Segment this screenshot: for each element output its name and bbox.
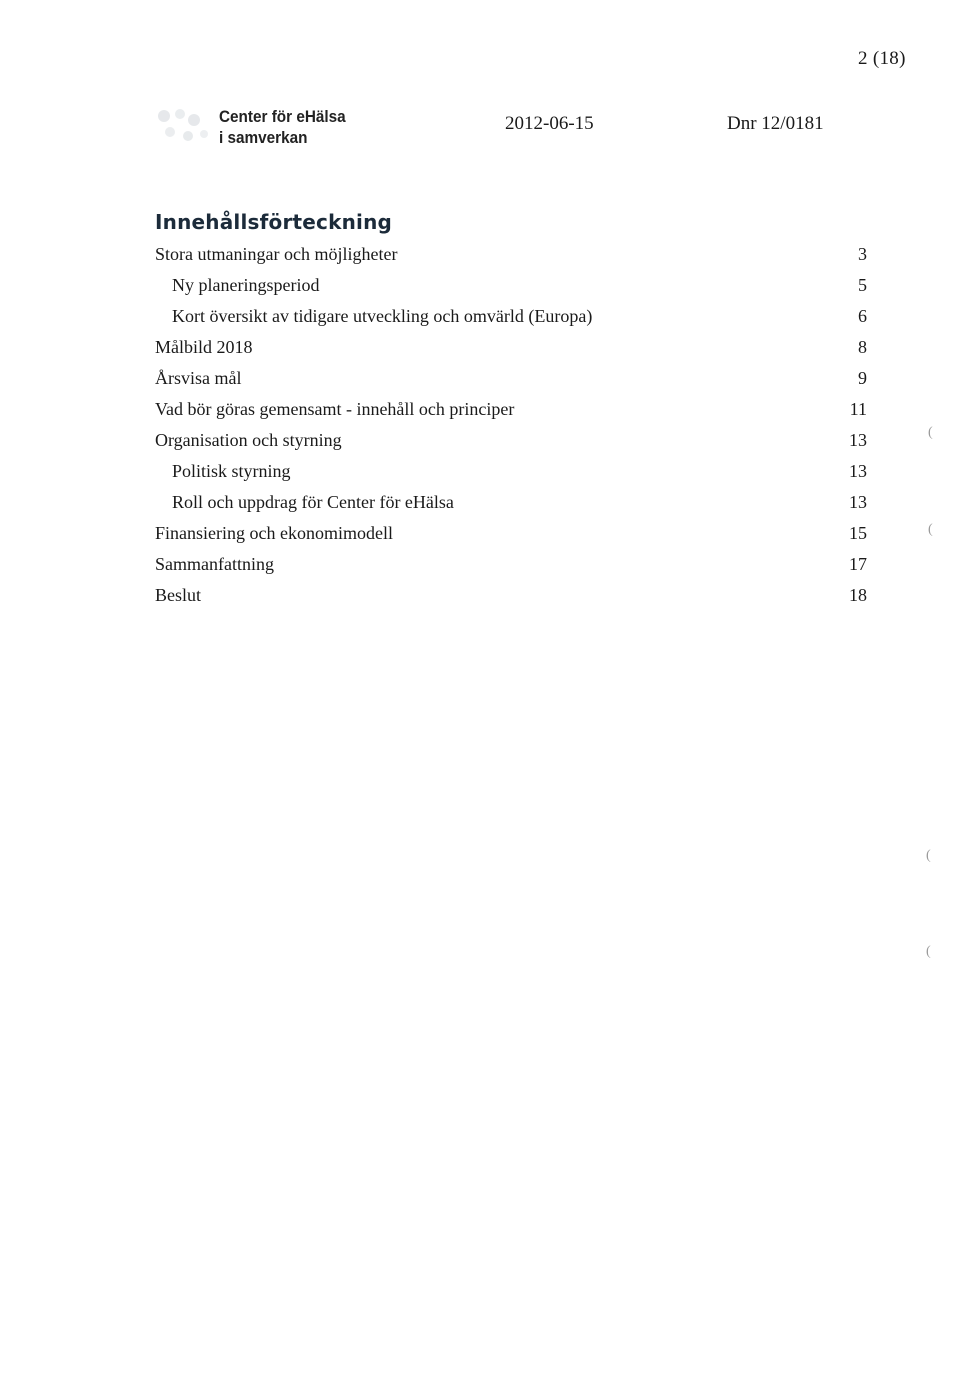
toc-entry-label: Kort översikt av tidigare utveckling och omvärld (Europa) [172, 306, 593, 326]
toc-entry-label: Stora utmaningar och möjligheter [155, 244, 398, 264]
toc-entry[interactable] [155, 302, 867, 333]
toc-entry[interactable] [155, 488, 867, 519]
toc-entry-page: 13 [849, 461, 867, 481]
scan-artifact-mark: ( [926, 848, 931, 863]
toc-entry-page: 15 [849, 523, 867, 543]
toc-entry-label: Finansiering och ekonomimodell [155, 523, 393, 543]
toc-entry-label: Sammanfattning [155, 554, 274, 574]
toc-entry-page: 9 [858, 368, 867, 388]
toc-entry[interactable] [155, 364, 867, 395]
toc-entry[interactable] [155, 333, 867, 364]
toc-entry-label: Vad bör göras gemensamt - innehåll och principer [155, 399, 515, 419]
toc-entry-page: 18 [849, 585, 867, 605]
toc-entry-page: 8 [858, 337, 867, 357]
toc-entry-label: Beslut [155, 585, 202, 605]
toc-entry-label: Årsvisa mål [155, 368, 242, 388]
organization-logo [150, 104, 214, 148]
toc-entry[interactable] [155, 426, 867, 457]
toc-entry[interactable] [155, 550, 867, 581]
toc-entry[interactable] [155, 271, 867, 302]
toc-entry-label: Målbild 2018 [155, 337, 253, 357]
scan-artifact-mark: ( [926, 944, 931, 959]
document-date: 2012-06-15 [505, 113, 594, 134]
toc-entry-label: Politisk styrning [172, 461, 291, 481]
organization-name [219, 106, 346, 148]
toc-entry-page: 17 [849, 554, 867, 574]
toc-entry[interactable] [155, 240, 867, 271]
toc-entry-page: 6 [858, 306, 867, 326]
toc-entry-label: Ny planeringsperiod [172, 275, 320, 295]
toc-entry-page: 5 [858, 275, 867, 295]
toc-entry-page: 11 [849, 399, 867, 419]
document-reference: Dnr 12/0181 [727, 113, 824, 134]
toc-entry-page: 3 [858, 244, 867, 264]
scan-artifact-mark: ( [928, 522, 933, 537]
toc-title: Innehållsförteckning [155, 210, 393, 234]
toc-entry-page: 13 [849, 492, 867, 512]
toc-list [155, 240, 867, 612]
toc-entry[interactable] [155, 457, 867, 488]
organization-name-line1: Center för eHälsa [219, 107, 346, 126]
toc-entry-label: Roll och uppdrag för Center för eHälsa [172, 492, 454, 512]
toc-entry-page: 13 [849, 430, 867, 450]
toc-entry[interactable] [155, 395, 867, 426]
toc-entry[interactable] [155, 519, 867, 550]
toc-entry[interactable] [155, 581, 867, 612]
scan-artifact-mark: ( [928, 425, 933, 440]
toc-entry-label: Organisation och styrning [155, 430, 342, 450]
organization-name-line2: i samverkan [219, 128, 308, 147]
page-number: 2 (18) [858, 48, 906, 69]
